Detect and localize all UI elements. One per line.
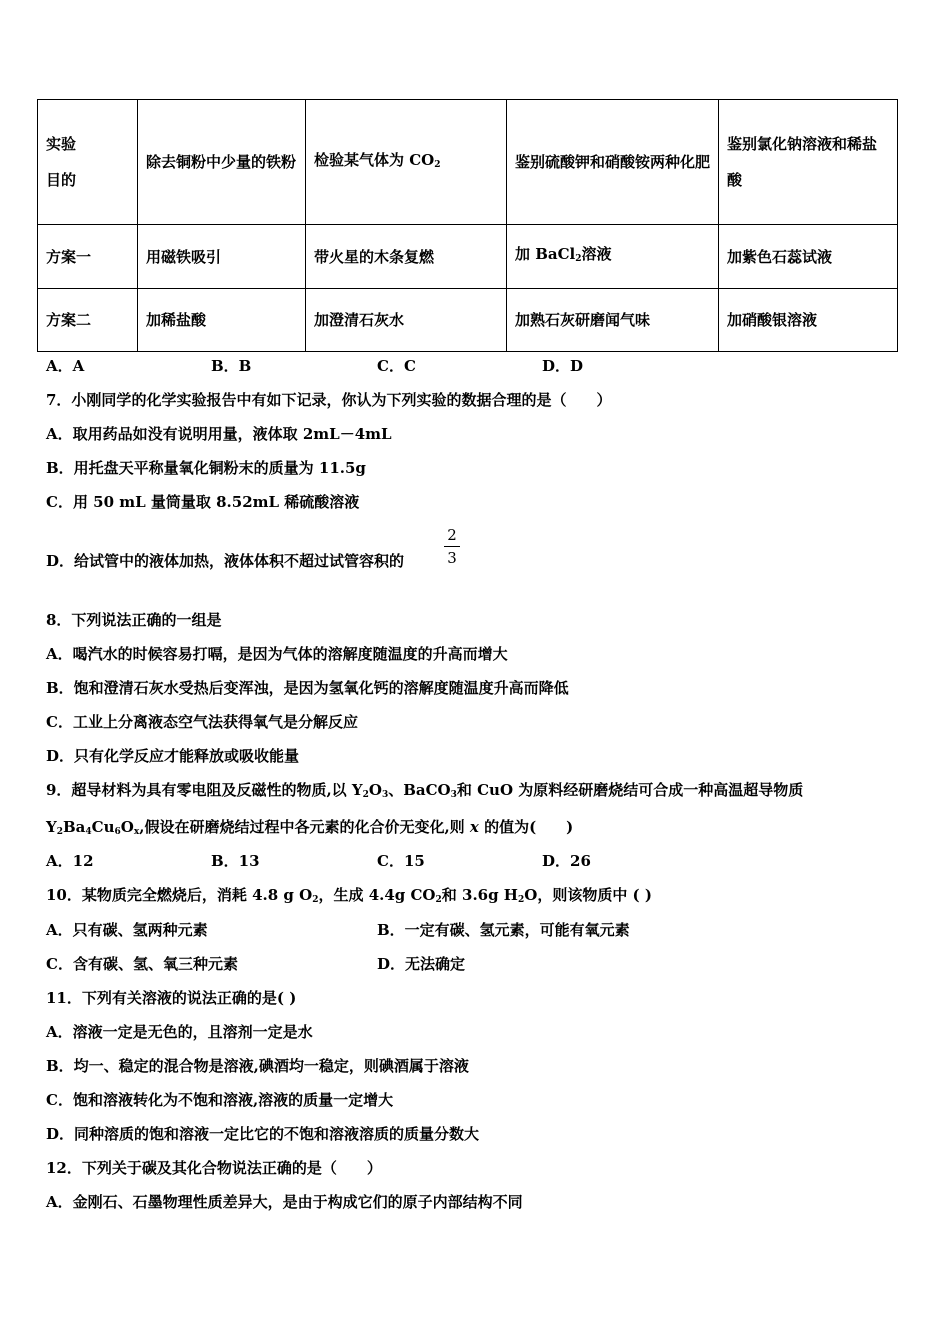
plan2-cell-3: 加熟石灰研磨闻气味	[507, 289, 719, 352]
purpose-cell-1: 除去铜粉中少量的铁粉	[138, 100, 306, 225]
q10-option-d: D．无法确定	[377, 955, 466, 973]
q10-stem: 10．某物质完全燃烧后，消耗 4.8 g $O_2$，生成 4.4g $CO_2$和 3.6g $H_2O$，则该物质中 ( )	[46, 886, 652, 905]
q10-option-c: C．含有碳、氢、氧三种元素	[46, 955, 238, 973]
row-label-purpose: 实验 目的	[38, 100, 138, 225]
q8-stem: 8．下列说法正确的一组是	[46, 611, 222, 629]
q10-option-a: A．只有碳、氢两种元素	[46, 921, 208, 939]
plan1-cell-4: 加紫色石蕊试液	[719, 225, 898, 289]
q9-option-c: C．15	[377, 852, 425, 870]
table-row	[38, 289, 898, 352]
purpose-cell-2: 检验某气体为 $CO_2$	[306, 100, 507, 225]
q12-option-a: A．金刚石、石墨物理性质差异大，是由于构成它们的原子内部结构不同	[46, 1193, 523, 1211]
q8-option-d: D．只有化学反应才能释放或吸收能量	[46, 747, 300, 765]
row-label-plan2: 方案二	[38, 289, 138, 352]
plan2-cell-2: 加澄清石灰水	[306, 289, 507, 352]
q11-option-a: A．溶液一定是无色的，且溶剂一定是水	[46, 1023, 313, 1041]
fraction-numerator: 2	[447, 526, 457, 544]
q11-stem: 11．下列有关溶液的说法正确的是( )	[46, 989, 297, 1007]
q6-option-d: D．D	[542, 357, 584, 375]
q8-option-b: B．饱和澄清石灰水受热后变浑浊，是因为氢氧化钙的溶解度随温度升高而降低	[46, 679, 569, 697]
q7-option-d: D．给试管中的液体加热，液体体积不超过试管容积的	[46, 552, 405, 570]
experiment-table	[37, 99, 898, 352]
q12-stem: 12．下列关于碳及其化合物说法正确的是（ ）	[46, 1159, 382, 1177]
q7-stem: 7．小刚同学的化学实验报告中有如下记录，你认为下列实验的数据合理的是（ ）	[46, 391, 612, 409]
q8-option-c: C．工业上分离液态空气法获得氧气是分解反应	[46, 713, 358, 731]
q11-option-d: D．同种溶质的饱和溶液一定比它的不饱和溶液溶质的质量分数大	[46, 1125, 480, 1143]
q10-option-b: B．一定有碳、氢元素，可能有氧元素	[377, 921, 630, 939]
q9-option-b: B．13	[211, 852, 260, 870]
q9-stem-line2: $Y_2Ba_4Cu_6O_x$,假设在研磨烧结过程中各元素的化合价无变化,则 x 的值为( )	[46, 818, 574, 837]
q11-option-b: B．均一、稳定的混合物是溶液,碘酒均一稳定，则碘酒属于溶液	[46, 1057, 469, 1075]
q6-option-c: C．C	[377, 357, 416, 375]
q9-option-a: A．12	[46, 852, 94, 870]
fraction-two-thirds	[444, 526, 460, 567]
q9-option-d: D．26	[542, 852, 591, 870]
plan2-cell-4: 加硝酸银溶液	[719, 289, 898, 352]
q11-option-c: C．饱和溶液转化为不饱和溶液,溶液的质量一定增大	[46, 1091, 394, 1109]
purpose-cell-4: 鉴别氯化钠溶液和稀盐酸	[719, 100, 898, 225]
q6-option-b: B．B	[211, 357, 252, 375]
q9-stem-line1: 9．超导材料为具有零电阻及反磁性的物质,以 $Y_2O_3$、BaCO$_3$和 CuO 为原料经研磨烧结可合成一种高温超导物质	[46, 781, 804, 800]
purpose-cell-3: 鉴别硫酸钾和硝酸铵两种化肥	[507, 100, 719, 225]
fraction-denominator: 3	[447, 549, 457, 567]
plan1-cell-1: 用磁铁吸引	[138, 225, 306, 289]
row-label-plan1: 方案一	[38, 225, 138, 289]
q7-option-c: C．用 50 mL 量筒量取 8.52mL 稀硫酸溶液	[46, 493, 360, 511]
q7-option-a: A．取用药品如没有说明用量，液体取 2mL－4mL	[46, 425, 392, 443]
q8-option-a: A．喝汽水的时候容易打嗝，是因为气体的溶解度随温度的升高而增大	[46, 645, 508, 663]
plan1-cell-3: 加 BaCl$_2$溶液	[507, 225, 719, 289]
q7-option-b: B．用托盘天平称量氧化铜粉末的质量为 11.5g	[46, 459, 366, 477]
q6-option-a: A．A	[46, 357, 85, 375]
plan2-cell-1: 加稀盐酸	[138, 289, 306, 352]
table-row	[38, 225, 898, 289]
fraction-bar	[444, 546, 460, 547]
table-row	[38, 100, 898, 225]
plan1-cell-2: 带火星的木条复燃	[306, 225, 507, 289]
